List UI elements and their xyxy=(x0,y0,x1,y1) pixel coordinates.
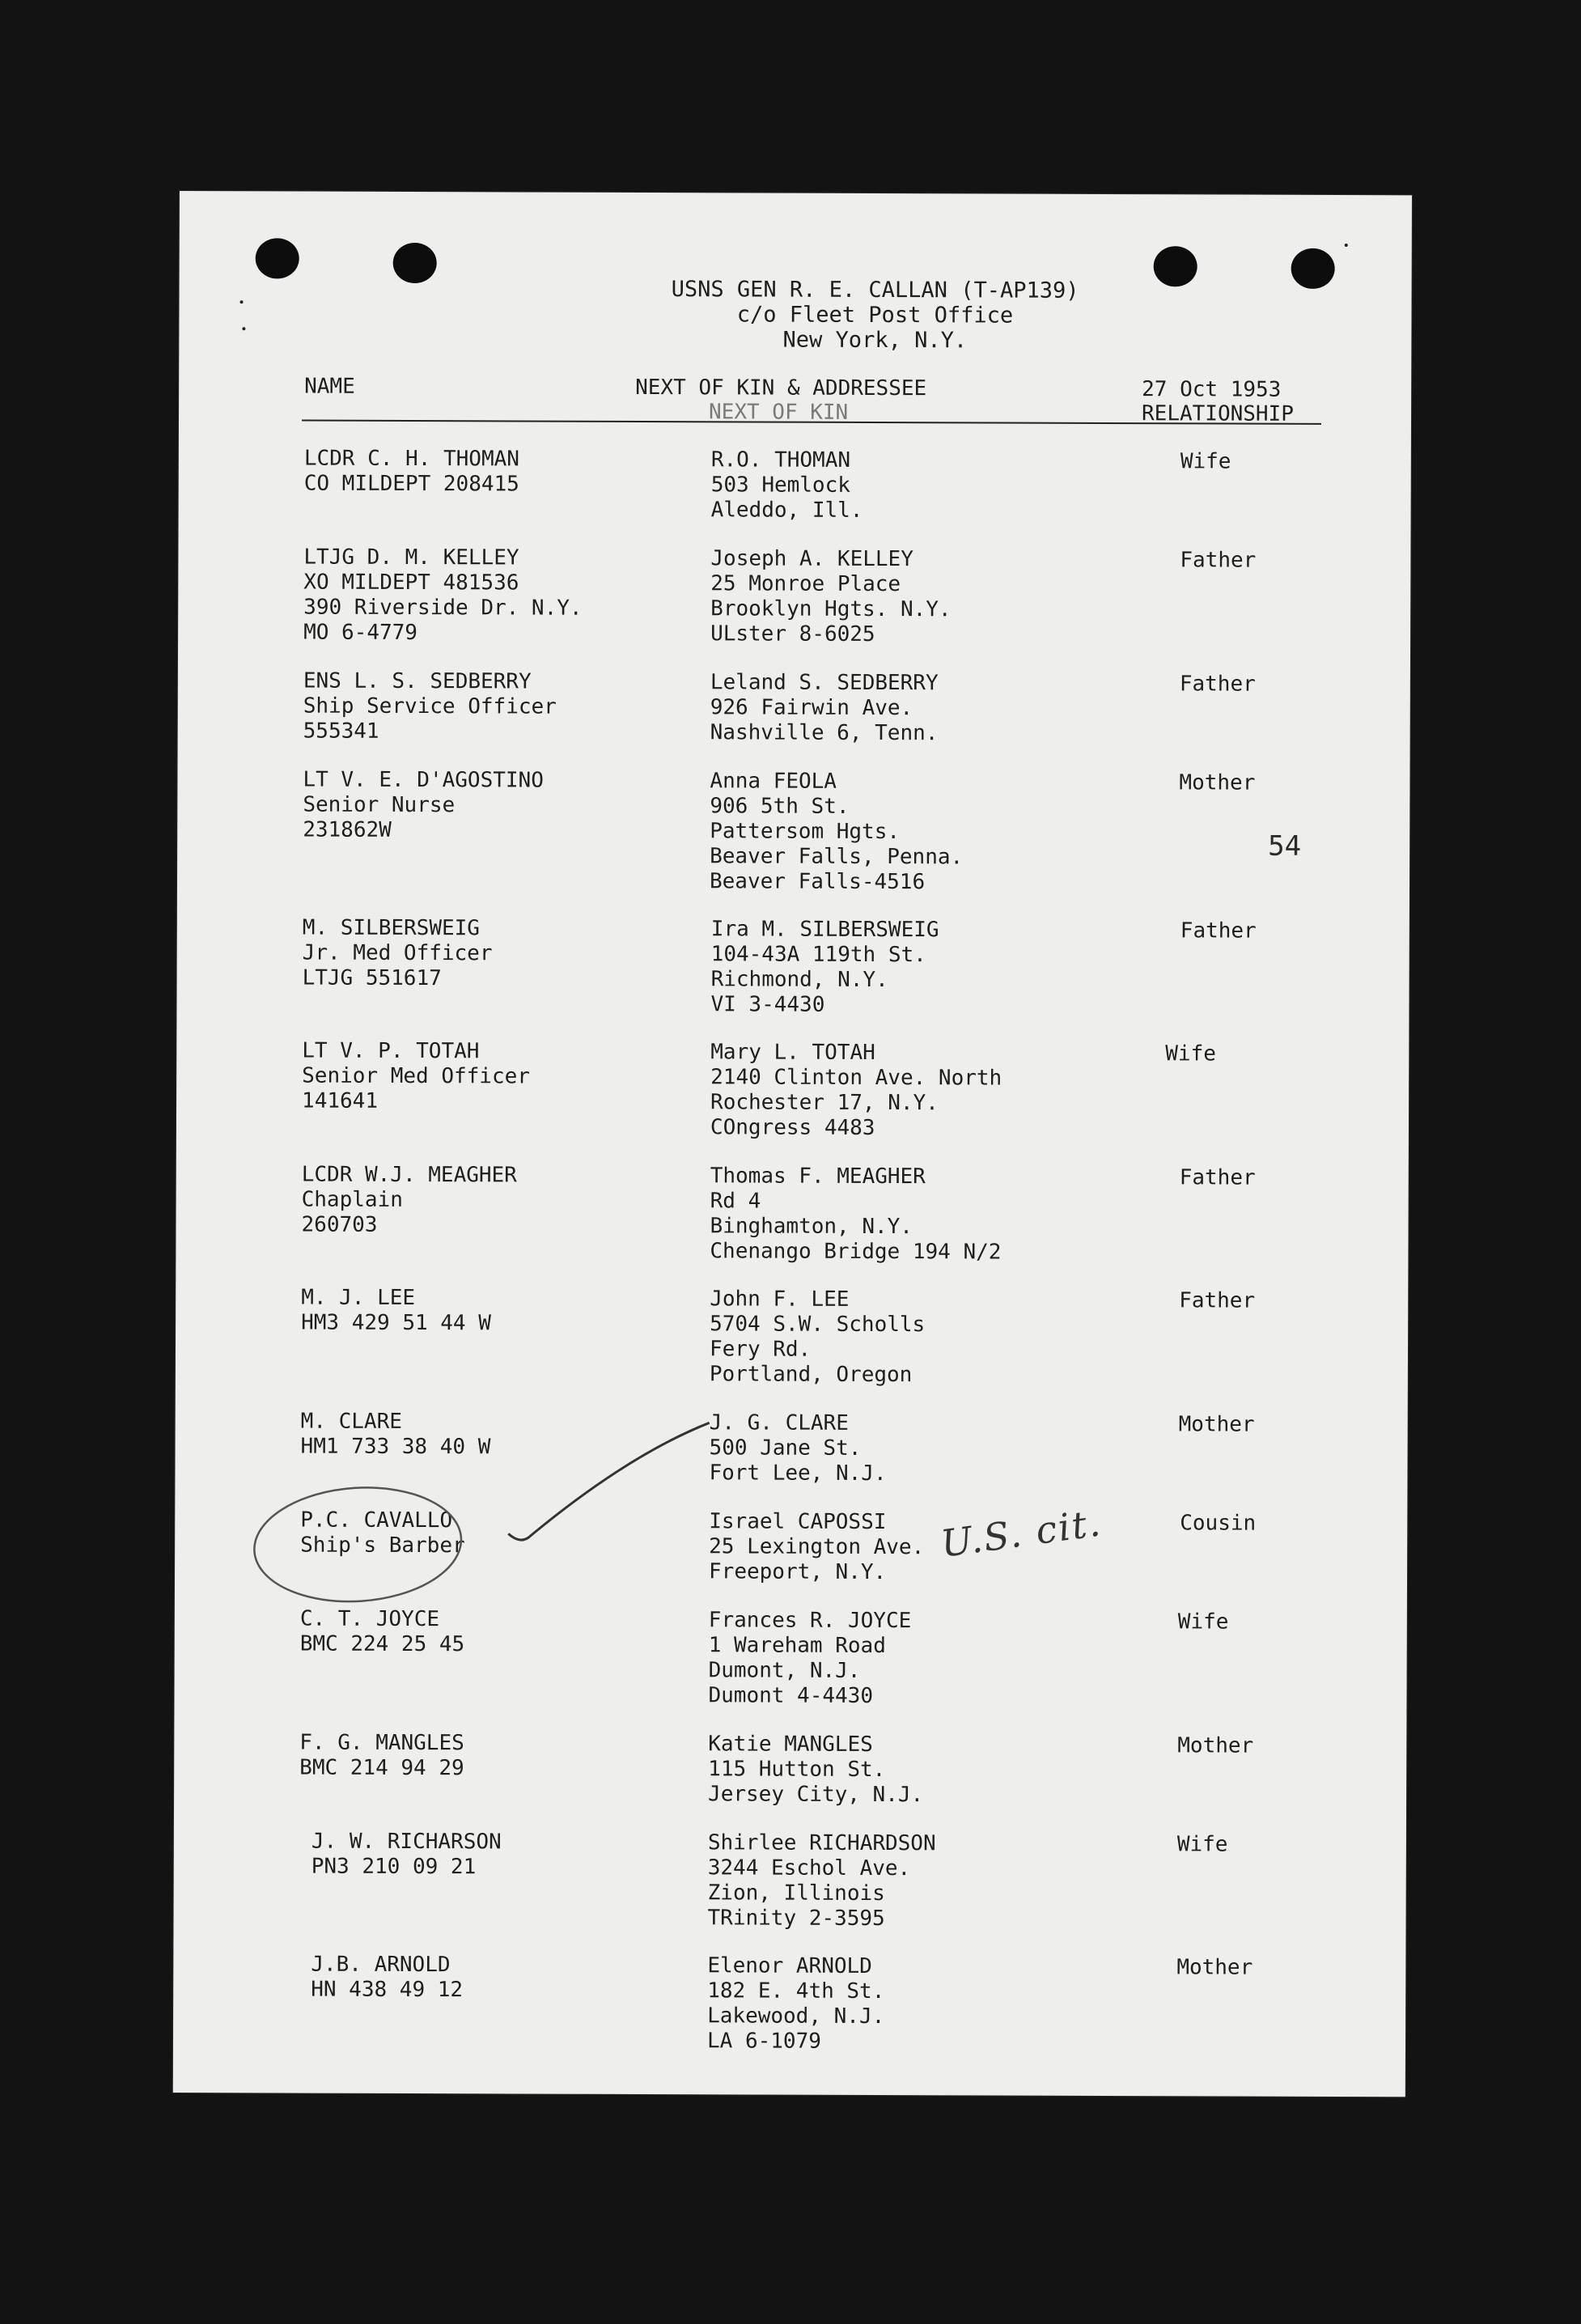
crew-member-line: Senior Med Officer xyxy=(302,1063,531,1089)
crew-member-line: LT V. E. D'AGOSTINO xyxy=(303,767,544,793)
crew-member-line: Jr. Med Officer xyxy=(302,940,493,966)
next-of-kin-line: ULster 8-6025 xyxy=(710,621,875,647)
next-of-kin-line: VI 3-4430 xyxy=(710,992,825,1017)
next-of-kin-line: 926 Fairwin Ave. xyxy=(710,695,913,721)
document-date: 27 Oct 1953 xyxy=(1142,377,1282,402)
crew-member xyxy=(303,916,493,992)
check-mark xyxy=(508,1422,710,1540)
next-of-kin-line: John F. LEE xyxy=(710,1287,850,1312)
column-header-relationship: RELATIONSHIP xyxy=(1141,401,1294,426)
next-of-kin-line: 500 Jane St. xyxy=(709,1436,862,1461)
next-of-kin-line: Pattersom Hgts. xyxy=(710,819,901,845)
handwritten-note: U.S. cit. xyxy=(938,1500,1104,1566)
document-page xyxy=(173,191,1412,2097)
next-of-kin-line: Nashville 6, Tenn. xyxy=(710,720,939,746)
crew-member-line: 231862W xyxy=(303,817,392,842)
crew-member xyxy=(301,1163,516,1239)
personnel-entry xyxy=(177,915,1409,1017)
next-of-kin-line: 182 E. 4th St. xyxy=(707,1978,885,2004)
crew-member xyxy=(301,1286,491,1337)
column-header-next-of-kin: NEXT OF KIN & ADDRESSEE xyxy=(635,375,927,401)
city-line: New York, N.Y. xyxy=(782,327,968,354)
next-of-kin-line: Beaver Falls-4516 xyxy=(709,869,926,895)
next-of-kin xyxy=(710,546,952,647)
crew-member xyxy=(301,1410,491,1461)
next-of-kin-line: 5704 S.W. Scholls xyxy=(710,1312,926,1338)
crew-member xyxy=(299,1731,464,1782)
next-of-kin xyxy=(711,447,863,524)
crew-member-line: LT V. P. TOTAH xyxy=(302,1038,480,1064)
next-of-kin-line: Joseph A. KELLEY xyxy=(710,546,913,572)
relationship: Mother xyxy=(1179,770,1256,795)
next-of-kin-line: Richmond, N.Y. xyxy=(710,967,888,993)
dust-speck xyxy=(240,300,244,303)
personnel-entry xyxy=(178,545,1410,647)
crew-member-line: Ship's Barber xyxy=(300,1533,465,1559)
crew-member xyxy=(302,1039,530,1115)
next-of-kin-line: Dumont 4-4430 xyxy=(708,1683,874,1709)
crew-member-line: M. CLARE xyxy=(300,1409,402,1434)
next-of-kin-line: 115 Hutton St. xyxy=(708,1757,886,1783)
next-of-kin-line: Rochester 17, N.Y. xyxy=(710,1090,939,1116)
relationship: Wife xyxy=(1180,449,1231,474)
next-of-kin-line: Lakewood, N.J. xyxy=(707,2004,885,2029)
crew-member-line: LTJG D. M. KELLEY xyxy=(303,545,519,570)
next-of-kin-line: COngress 4483 xyxy=(710,1115,875,1141)
relationship: Father xyxy=(1180,548,1257,573)
next-of-kin-line: Ira M. SILBERSWEIG xyxy=(710,917,939,943)
next-of-kin-line: Fort Lee, N.J. xyxy=(709,1461,887,1486)
next-of-kin xyxy=(709,1509,924,1585)
relationship: Cousin xyxy=(1180,1511,1257,1536)
crew-member-line: CO MILDEPT 208415 xyxy=(303,471,519,497)
crew-member-line: BMC 214 94 29 xyxy=(299,1755,464,1781)
relationship: Mother xyxy=(1177,1733,1254,1758)
personnel-entry xyxy=(176,1162,1409,1265)
next-of-kin-line: 25 Lexington Ave. xyxy=(709,1534,925,1560)
personnel-entry xyxy=(176,1285,1408,1388)
crew-member xyxy=(303,669,557,745)
crew-member-line: LCDR W.J. MEAGHER xyxy=(301,1162,517,1188)
next-of-kin xyxy=(710,670,939,746)
next-of-kin-line: Zion, Illinois xyxy=(707,1881,885,1906)
next-of-kin xyxy=(710,1040,1002,1141)
crew-member-line: J. W. RICHARSON xyxy=(311,1829,502,1855)
crew-member-line: M. SILBERSWEIG xyxy=(302,915,481,941)
next-of-kin-line: Beaver Falls, Penna. xyxy=(710,844,964,870)
relationship: Father xyxy=(1180,918,1257,944)
crew-member-line: F. G. MANGLES xyxy=(299,1730,464,1756)
next-of-kin-line: J. G. CLARE xyxy=(709,1410,849,1436)
crew-member-line: ENS L. S. SEDBERRY xyxy=(303,668,532,694)
next-of-kin xyxy=(707,1953,885,2055)
next-of-kin-line: Aleddo, Ill. xyxy=(710,498,863,523)
next-of-kin xyxy=(710,769,964,895)
next-of-kin-line: Freeport, N.Y. xyxy=(708,1559,887,1585)
dust-speck xyxy=(1345,244,1348,247)
personnel-entry xyxy=(174,1829,1406,1932)
crew-member xyxy=(303,545,583,647)
next-of-kin-line: Chenango Bridge 194 N/2 xyxy=(710,1239,1002,1265)
relationship: Father xyxy=(1179,1288,1256,1313)
next-of-kin-line: 906 5th St. xyxy=(710,794,850,819)
dust-speck xyxy=(242,327,245,330)
crew-member-line: HM1 733 38 40 W xyxy=(300,1434,491,1460)
crew-member xyxy=(312,1830,502,1881)
relationship: Wife xyxy=(1177,1609,1229,1635)
page-number: 54 xyxy=(1268,829,1302,863)
next-of-kin-line: 1 Wareham Road xyxy=(708,1633,886,1659)
next-of-kin-line: Fery Rd. xyxy=(709,1337,812,1362)
column-header-next-of-kin-struck: NEXT OF KIN xyxy=(708,400,849,425)
column-header-name: NAME xyxy=(304,374,355,399)
personnel-entry xyxy=(175,1606,1407,1709)
crew-member-line: C. T. JOYCE xyxy=(299,1606,440,1632)
crew-member-line: HN 438 49 12 xyxy=(311,1977,464,2003)
next-of-kin-line: 3244 Eschol Ave. xyxy=(707,1855,911,1881)
next-of-kin-line: Israel CAPOSSI xyxy=(709,1509,887,1535)
personnel-entry xyxy=(173,1952,1405,2054)
next-of-kin-line: Portland, Oregon xyxy=(709,1362,913,1388)
relationship: Father xyxy=(1179,672,1256,697)
personnel-entry xyxy=(174,1730,1406,1808)
punch-hole xyxy=(393,243,437,283)
crew-member xyxy=(300,1607,465,1658)
post-office-line: c/o Fleet Post Office xyxy=(736,302,1014,329)
letterhead xyxy=(632,277,1117,354)
relationship: Father xyxy=(1179,1165,1256,1190)
crew-member-line: 260703 xyxy=(301,1212,378,1237)
next-of-kin-line: Shirlee RICHARDSON xyxy=(707,1830,936,1856)
relationship: Mother xyxy=(1178,1412,1255,1437)
next-of-kin-line: 503 Hemlock xyxy=(710,473,850,498)
crew-member-line: P.C. CAVALLO xyxy=(300,1508,453,1533)
next-of-kin-line: Mary L. TOTAH xyxy=(710,1040,875,1066)
personnel-entry xyxy=(176,1409,1408,1486)
crew-member xyxy=(300,1508,465,1559)
crew-member-line: LCDR C. H. THOMAN xyxy=(303,446,520,472)
next-of-kin xyxy=(707,1830,935,1932)
ship-name: USNS GEN R. E. CALLAN (T-AP139) xyxy=(671,277,1079,303)
crew-member-line: HM3 429 51 44 W xyxy=(301,1310,491,1336)
crew-member xyxy=(311,1953,463,2004)
next-of-kin-line: Brooklyn Hgts. N.Y. xyxy=(710,596,952,622)
crew-member-line: Senior Nurse xyxy=(303,792,456,818)
crew-member-line: PN3 210 09 21 xyxy=(311,1854,477,1880)
next-of-kin-line: Frances R. JOYCE xyxy=(708,1608,912,1634)
relationship: Mother xyxy=(1176,1955,1253,1980)
punch-hole xyxy=(1291,248,1335,289)
personnel-entry xyxy=(176,1038,1409,1141)
next-of-kin-line: Thomas F. MEAGHER xyxy=(710,1164,926,1190)
next-of-kin-line: Katie MANGLES xyxy=(708,1732,873,1758)
next-of-kin-line: Elenor ARNOLD xyxy=(707,1953,872,1979)
crew-member-line: XO MILDEPT 481536 xyxy=(303,570,519,596)
crew-member-line: 555341 xyxy=(303,719,379,744)
personnel-entry xyxy=(179,446,1411,523)
next-of-kin xyxy=(709,1410,886,1486)
crew-member xyxy=(304,447,519,498)
relationship: Wife xyxy=(1165,1041,1216,1067)
next-of-kin-line: 2140 Clinton Ave. North xyxy=(710,1065,1002,1091)
next-of-kin-line: Rd 4 xyxy=(710,1189,761,1214)
next-of-kin-line: Binghamton, N.Y. xyxy=(710,1214,913,1240)
next-of-kin-line: 25 Monroe Place xyxy=(710,571,901,597)
next-of-kin-line: Dumont, N.J. xyxy=(708,1658,861,1683)
next-of-kin xyxy=(710,917,939,1018)
crew-member xyxy=(303,768,544,844)
crew-member-line: J.B. ARNOLD xyxy=(311,1952,451,1978)
next-of-kin-line: 104-43A 119th St. xyxy=(710,942,926,968)
next-of-kin-line: Jersey City, N.J. xyxy=(708,1782,924,1808)
personnel-entry xyxy=(178,668,1410,746)
next-of-kin xyxy=(708,1732,923,1808)
next-of-kin-line: Leland S. SEDBERRY xyxy=(710,670,939,696)
next-of-kin-line: Anna FEOLA xyxy=(710,769,837,794)
crew-member-line: LTJG 551617 xyxy=(302,965,442,991)
next-of-kin-line: TRinity 2-3595 xyxy=(707,1906,885,1932)
punch-hole xyxy=(256,238,299,278)
crew-member-line: Chaplain xyxy=(301,1187,403,1212)
crew-member-line: BMC 224 25 45 xyxy=(299,1631,465,1657)
next-of-kin-line: R.O. THOMAN xyxy=(710,447,851,473)
crew-member-line: M. J. LEE xyxy=(301,1285,416,1311)
next-of-kin xyxy=(708,1608,911,1709)
crew-member-line: MO 6-4779 xyxy=(303,620,418,646)
crew-member-line: 141641 xyxy=(302,1088,379,1113)
punch-hole xyxy=(1154,246,1197,286)
next-of-kin xyxy=(710,1287,926,1388)
relationship: Wife xyxy=(1176,1832,1228,1857)
next-of-kin xyxy=(710,1164,1001,1265)
crew-member-line: Ship Service Officer xyxy=(303,693,557,719)
next-of-kin-line: LA 6-1079 xyxy=(706,2029,821,2054)
crew-member-line: 390 Riverside Dr. N.Y. xyxy=(303,595,583,621)
